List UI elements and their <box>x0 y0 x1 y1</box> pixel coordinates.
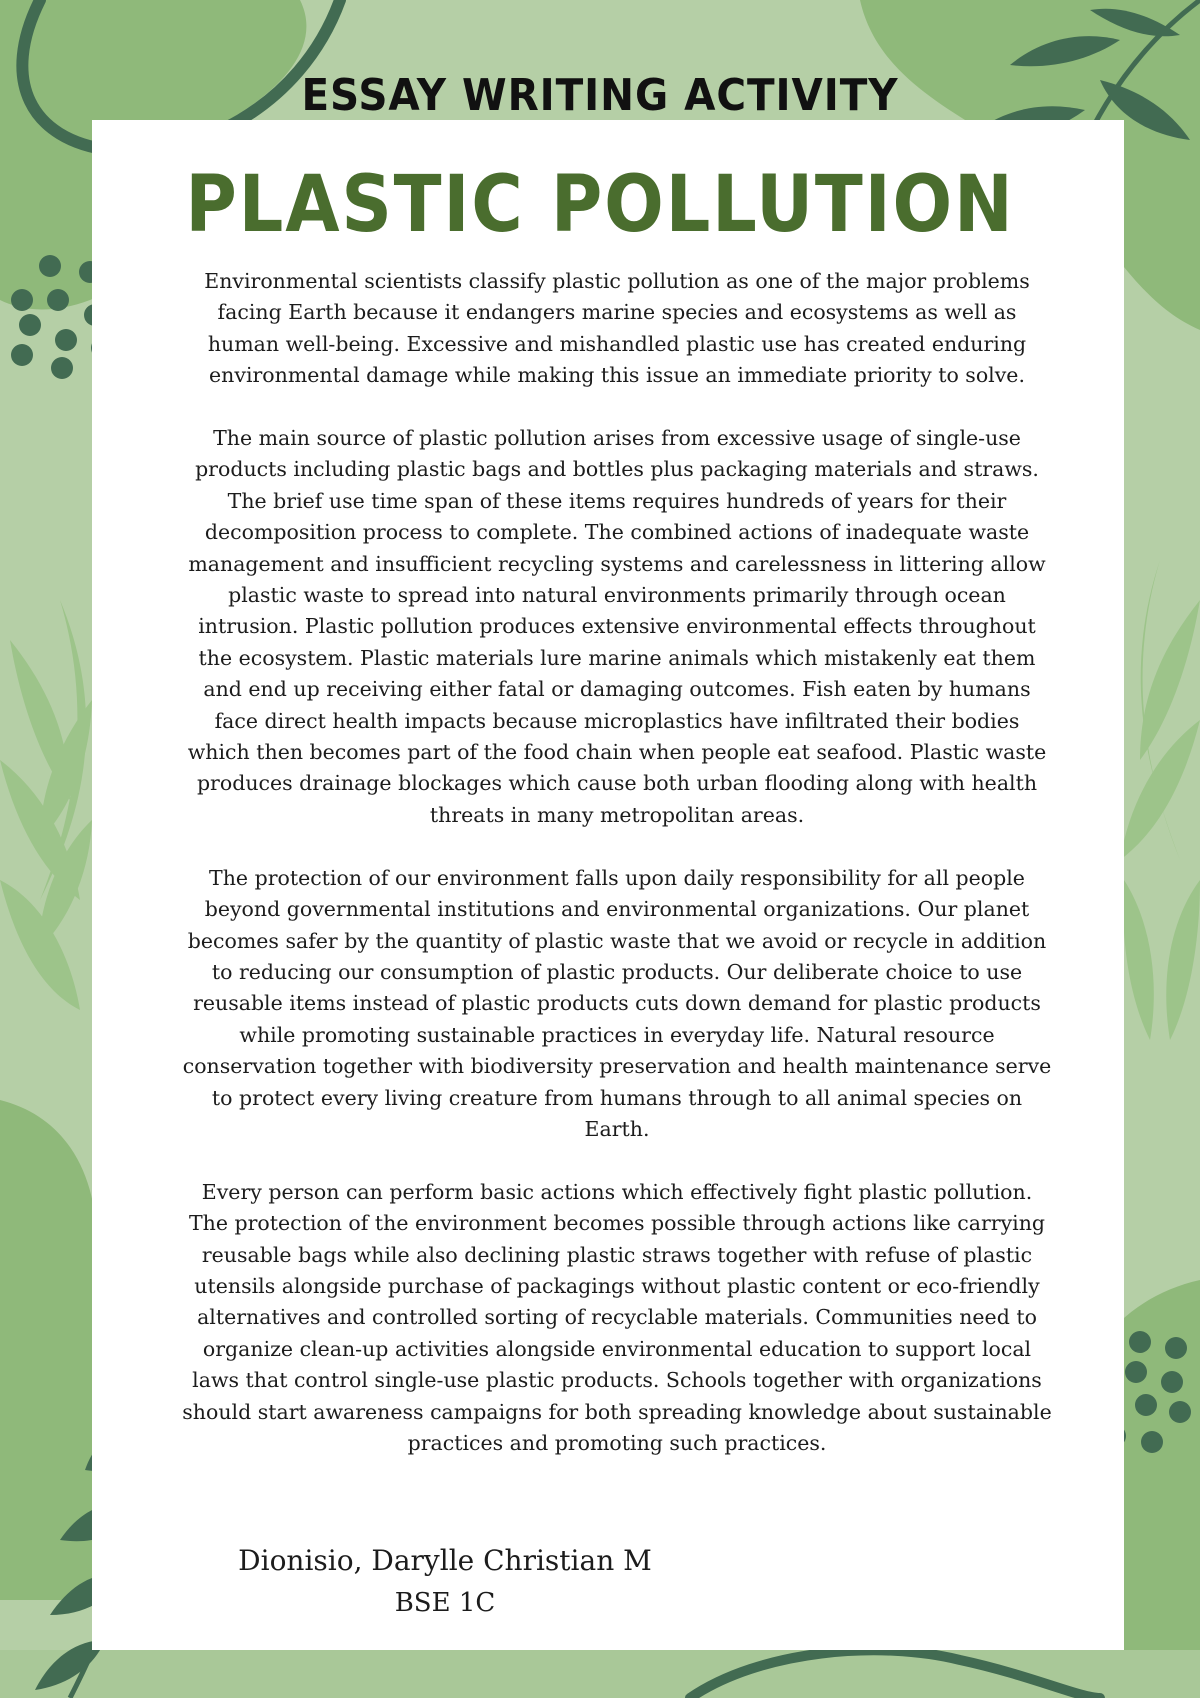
left-fern-light <box>0 600 92 1010</box>
author-name: Dionisio, Darylle Christian M <box>238 1544 652 1577</box>
activity-label: ESSAY WRITING ACTIVITY <box>301 70 899 121</box>
page-title: PLASTIC POLLUTION <box>185 160 1015 250</box>
essay-paragraph-2: The main source of plastic pollution arises from excessive usage of single-use products including plastic bags and bottles plus packaging materials and straws. The brief use time span of these items requires hundreds of years for their decomposition process to complete. The combined actions of inadequate waste management and insufficient recycling systems and carelessness in littering allow plastic waste to spread into natural environments primarily through ocean intrusion. Plastic pollution produces extensive environmental effects throughout the ecosystem. Plastic materials lure marine animals which mistakenly eat them and end up receiving either fatal or damaging outcomes. Fish eaten by humans face direct health impacts because microplastics have infiltrated their bodies which then becomes part of the food chain when people eat seafood. Plastic waste produces drainage blockages which cause both urban flooding along with health threats in many metropolitan areas. <box>187 426 1047 827</box>
essay-paragraph-4: Every person can perform basic actions which effectively fight plastic pollution. The protection of the environment becomes possible through actions like carrying reusable bags while also declining plastic straws together with refuse of plastic utensils alongside purchase of packagings without plastic content or eco-friendly alternatives and controlled sorting of recyclable materials. Communities need to organize clean-up activities alongside environmental education to support local laws that control single-use plastic products. Schools together with organizations should start awareness campaigns for both spreading knowledge about sustainable practices and promoting such practices. <box>182 1179 1052 1455</box>
essay-paragraph-1: Environmental scientists classify plastic pollution as one of the major problems facing Earth because it endangers marine species and ecosystems as well as human well-being. Excessive and mishandled plastic use has created enduring environmental damage while making this issue an immediate priority to solve. <box>204 269 1030 388</box>
essay-body <box>182 266 1052 1491</box>
right-fern-light <box>1120 560 1200 1040</box>
essay-paragraph-3: The protection of our environment falls upon daily responsibility for all people beyond governmental institutions and environmental organizations. Our planet becomes safer by the quantity of plastic waste that we avoid or recycle in addition to reducing our consumption of plastic products. Our deliberate choice to use reusable items instead of plastic products cuts down demand for plastic products while promoting sustainable practices in everyday life. Natural resource conservation together with biodiversity preservation and health maintenance serve to protect every living creature from humans through to all animal species on Earth. <box>182 865 1052 1141</box>
author-block <box>220 1540 670 1624</box>
author-section: BSE 1C <box>394 1588 496 1618</box>
